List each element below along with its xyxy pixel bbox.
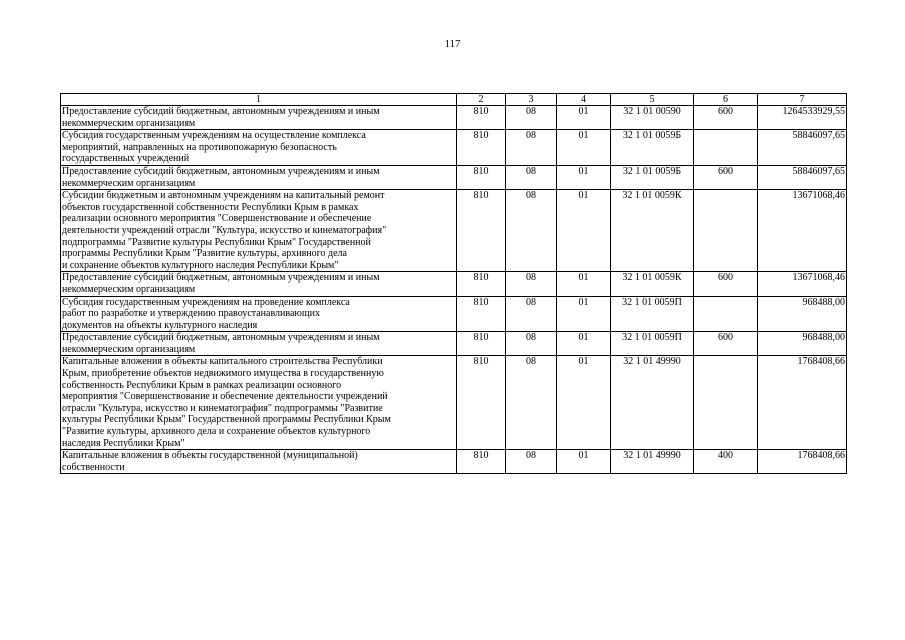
description-line: "Развитие культуры, архивного дела и сохранение объектов культурного xyxy=(62,426,371,438)
table-row xyxy=(61,190,847,272)
section-code: 08 xyxy=(506,190,557,272)
description-line: Крым, приобретение объектов недвижимого имущества в государственную xyxy=(62,368,384,380)
section-code: 08 xyxy=(506,165,557,189)
amount-cell: 58846097,65 xyxy=(758,130,847,166)
description-line: мероприятий, направленных на противопожарную безопасность xyxy=(62,141,337,153)
target-article-code: 32 1 01 0059Б xyxy=(611,165,694,189)
expense-type-code: 600 xyxy=(694,272,758,296)
description-line: государственных учреждений xyxy=(62,153,190,165)
table-row xyxy=(61,106,847,130)
description-line: Субсидия государственным учреждениям на проведение комплекса xyxy=(62,296,350,308)
ministry-code: 810 xyxy=(457,130,506,166)
description-line: реализации основного мероприятия "Совершенствование и обеспечение xyxy=(62,213,372,225)
amount-cell: 13671068,46 xyxy=(758,272,847,296)
table-row xyxy=(61,130,847,166)
description-line: некоммерческим организациям xyxy=(62,117,196,129)
header-cell: 1 xyxy=(61,94,457,106)
section-code: 08 xyxy=(506,450,557,474)
description-line: собственность Республики Крым в рамках реализации основного xyxy=(62,379,342,391)
ministry-code: 810 xyxy=(457,165,506,189)
target-article-code: 32 1 01 0059П xyxy=(611,296,694,332)
table-body xyxy=(61,106,847,474)
table-row xyxy=(61,450,847,474)
row-description xyxy=(61,130,457,166)
table-row xyxy=(61,272,847,296)
expense-type-code xyxy=(694,296,758,332)
description-line: Предоставление субсидий бюджетным, автономным учреждениям и иным xyxy=(62,106,380,117)
ministry-code: 810 xyxy=(457,296,506,332)
header-cell: 2 xyxy=(457,94,506,106)
amount-cell: 1768408,66 xyxy=(758,356,847,450)
section-code: 08 xyxy=(506,296,557,332)
expense-type-code: 400 xyxy=(694,450,758,474)
description-line: объектов государственной собственности Республики Крым в рамках xyxy=(62,201,359,213)
ministry-code: 810 xyxy=(457,450,506,474)
section-code: 08 xyxy=(506,332,557,356)
row-description xyxy=(61,332,457,356)
description-line: Капитальные вложения в объекты государственной (муниципальной) xyxy=(62,450,358,462)
description-line: документов на объекты культурного наследия xyxy=(62,319,258,331)
description-line: работ по разработке и утверждению правоустанавливающих xyxy=(62,308,320,320)
description-line: наследия Республики Крым" xyxy=(62,437,185,449)
target-article-code: 32 1 01 0059Б xyxy=(611,130,694,166)
ministry-code: 810 xyxy=(457,106,506,130)
header-cell: 7 xyxy=(758,94,847,106)
subsection-code: 01 xyxy=(557,190,611,272)
row-description xyxy=(61,356,457,450)
description-line: Предоставление субсидий бюджетным, автономным учреждениям и иным xyxy=(62,272,380,284)
budget-table xyxy=(60,93,847,474)
subsection-code: 01 xyxy=(557,450,611,474)
ministry-code: 810 xyxy=(457,272,506,296)
description-line: программы Республики Крым "Развитие культуры, архивного дела xyxy=(62,248,347,260)
ministry-code: 810 xyxy=(457,190,506,272)
target-article-code: 32 1 01 49990 xyxy=(611,450,694,474)
subsection-code: 01 xyxy=(557,106,611,130)
row-description xyxy=(61,190,457,272)
section-code: 08 xyxy=(506,106,557,130)
description-line: мероприятия "Совершенствование и обеспечение деятельности учреждений xyxy=(62,391,388,403)
table-row xyxy=(61,332,847,356)
amount-cell: 968488,00 xyxy=(758,332,847,356)
amount-cell: 13671068,46 xyxy=(758,190,847,272)
description-line: отрасли "Культура, искусство и кинематография" подпрограммы "Развитие xyxy=(62,402,383,414)
table-row xyxy=(61,356,847,450)
description-line: некоммерческим организациям xyxy=(62,177,196,189)
target-article-code: 32 1 01 0059К xyxy=(611,190,694,272)
description-line: Предоставление субсидий бюджетным, автономным учреждениям и иным xyxy=(62,332,380,344)
description-line: собственности xyxy=(62,461,125,473)
row-description xyxy=(61,450,457,474)
table-row xyxy=(61,165,847,189)
description-line: деятельности учреждений отрасли "Культура, искусство и кинематография" xyxy=(62,224,387,236)
subsection-code: 01 xyxy=(557,356,611,450)
page-number: 117 xyxy=(444,38,461,50)
row-description xyxy=(61,165,457,189)
description-line: культуры Республики Крым" Государственной программы Республики Крым xyxy=(62,414,391,426)
target-article-code: 32 1 01 0059К xyxy=(611,272,694,296)
table-row xyxy=(61,296,847,332)
expense-type-code xyxy=(694,130,758,166)
description-line: Субсидия государственным учреждениям на осуществление комплекса xyxy=(62,130,366,142)
ministry-code: 810 xyxy=(457,332,506,356)
subsection-code: 01 xyxy=(557,332,611,356)
header-cell: 3 xyxy=(506,94,557,106)
target-article-code: 32 1 01 00590 xyxy=(611,106,694,130)
section-code: 08 xyxy=(506,272,557,296)
description-line: некоммерческим организациям xyxy=(62,283,196,295)
expense-type-code: 600 xyxy=(694,165,758,189)
description-line: Предоставление субсидий бюджетным, автономным учреждениям и иным xyxy=(62,165,380,177)
target-article-code: 32 1 01 0059П xyxy=(611,332,694,356)
header-cell: 4 xyxy=(557,94,611,106)
expense-type-code: 600 xyxy=(694,332,758,356)
ministry-code: 810 xyxy=(457,356,506,450)
section-code: 08 xyxy=(506,130,557,166)
expense-type-code xyxy=(694,356,758,450)
description-line: и сохранение объектов культурного наследия Республики Крым" xyxy=(62,259,339,271)
header-row xyxy=(61,94,847,106)
amount-cell: 58846097,65 xyxy=(758,165,847,189)
description-line: подпрограммы "Развитие культуры Республики Крым" Государственной xyxy=(62,236,371,248)
description-line: Субсидии бюджетным и автономным учреждениям на капитальный ремонт xyxy=(62,190,385,202)
expense-type-code xyxy=(694,190,758,272)
subsection-code: 01 xyxy=(557,272,611,296)
header-cell: 6 xyxy=(694,94,758,106)
description-line: Капитальные вложения в объекты капитального строительства Республики xyxy=(62,356,383,368)
description-line: некоммерческим организациям xyxy=(62,343,196,355)
amount-cell: 968488,00 xyxy=(758,296,847,332)
row-description xyxy=(61,106,457,130)
header-cell: 5 xyxy=(611,94,694,106)
row-description xyxy=(61,272,457,296)
expense-type-code: 600 xyxy=(694,106,758,130)
target-article-code: 32 1 01 49990 xyxy=(611,356,694,450)
row-description xyxy=(61,296,457,332)
subsection-code: 01 xyxy=(557,130,611,166)
subsection-code: 01 xyxy=(557,296,611,332)
amount-cell: 1768408,66 xyxy=(758,450,847,474)
section-code: 08 xyxy=(506,356,557,450)
subsection-code: 01 xyxy=(557,165,611,189)
amount-cell: 1264533929,55 xyxy=(758,106,847,130)
